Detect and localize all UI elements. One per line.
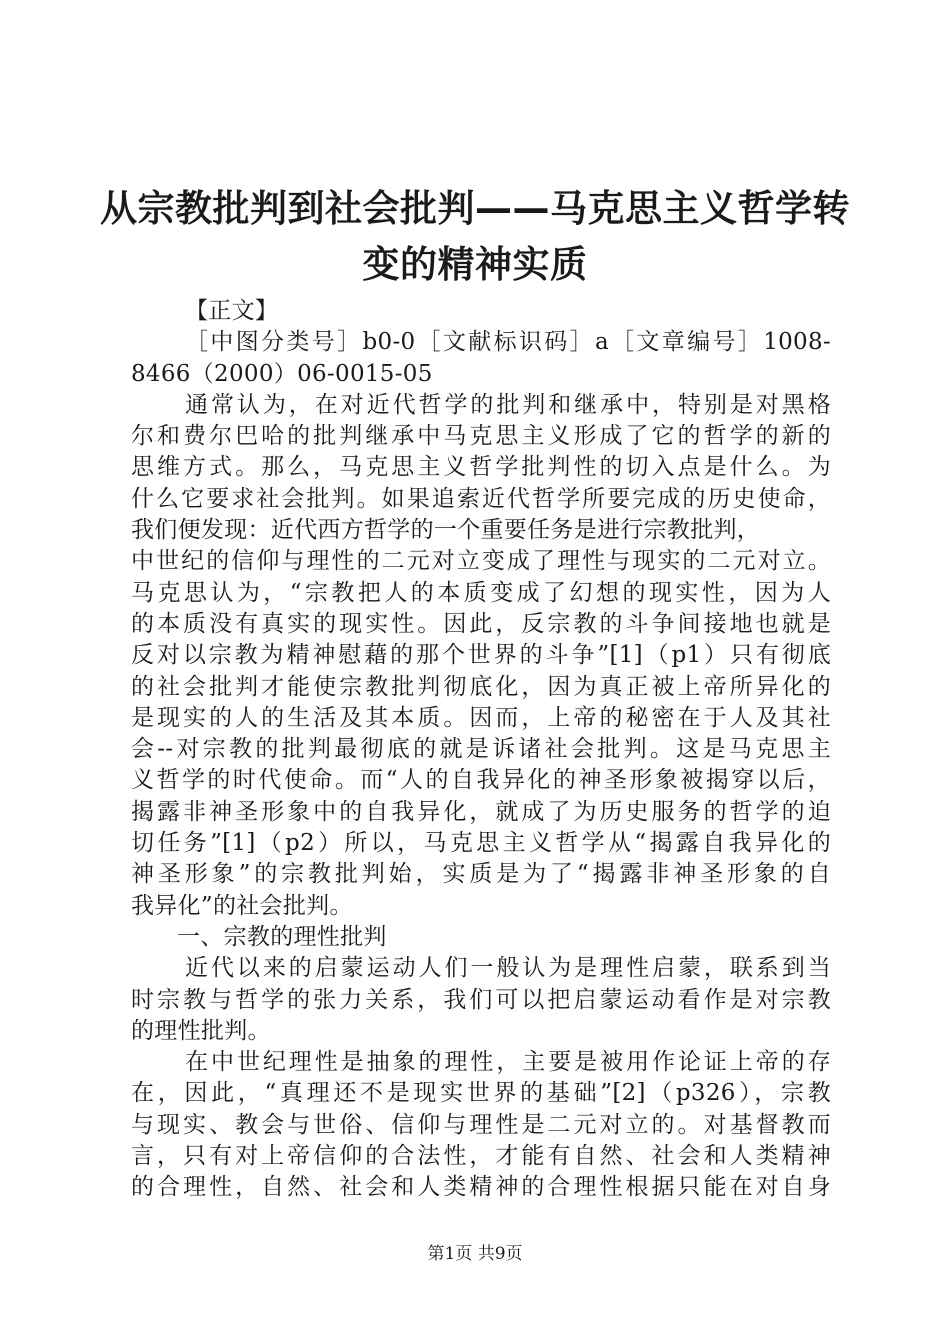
paragraph-line: 的理性批判。 <box>131 1017 271 1044</box>
paragraph-line: 反对以宗教为精神慰藉的那个世界的斗争”[1]（p1）只有彻底 <box>131 642 831 669</box>
paragraph-line: 我们便发现：近代西方哲学的一个重要任务是进行宗教批判， <box>131 517 761 544</box>
paragraph-line: 在，因此，“真理还不是现实世界的基础”[2]（p326），宗教 <box>131 1080 831 1107</box>
document-title-line-2: 变的精神实质 <box>362 243 588 286</box>
paragraph-line: 时宗教与哲学的张力关系，我们可以把启蒙运动看作是对宗教 <box>131 986 831 1013</box>
paragraph-line: 我异化”的社会批判。 <box>131 892 353 919</box>
paragraph-line: 义哲学的时代使命。而“人的自我异化的神圣形象被揭穿以后， <box>131 767 831 794</box>
paragraph-2 <box>131 953 831 1047</box>
paragraph-line: 通常认为，在对近代哲学的批判和继承中，特别是对黑格 <box>185 391 831 418</box>
section-heading: 一、宗教的理性批判 <box>177 923 387 950</box>
paragraph-line: 与现实、教会与世俗、信仰与理性是二元对立的。对基督教而 <box>131 1111 831 1138</box>
paragraph-line: 马克思认为，“宗教把人的本质变成了幻想的现实性，因为人 <box>131 579 831 606</box>
paragraph-line: 思维方式。那么，马克思主义哲学批判性的切入点是什么。为 <box>131 454 831 481</box>
paragraph-line: 神圣形象”的宗教批判始，实质是为了“揭露非神圣形象的自 <box>131 861 831 888</box>
paragraph-line: 尔和费尔巴哈的批判继承中马克思主义形成了它的哲学的新的 <box>131 423 831 450</box>
page-footer: 第1页 共9页 <box>427 1244 523 1264</box>
paragraph-line: 的合理性，自然、社会和人类精神的合理性根据只能在对自身 <box>131 1174 831 1201</box>
paragraph-line: 在中世纪理性是抽象的理性，主要是被用作论证上帝的存 <box>185 1049 831 1076</box>
paragraph-line: 中世纪的信仰与理性的二元对立变成了理性与现实的二元对立。 <box>131 548 831 575</box>
paragraph-line: 切任务”[1]（p2）所以，马克思主义哲学从“揭露自我异化的 <box>131 830 831 857</box>
document-body <box>131 296 831 1204</box>
paragraph-3 <box>131 1047 831 1203</box>
header-tag: 【正文】 <box>185 298 279 324</box>
document-title-line-1: 从宗教批判到社会批判——马克思主义哲学转 <box>100 187 850 230</box>
classification-meta-line-2: 8466（2000）06-0015-05 <box>131 360 433 387</box>
paragraph-line: 的本质没有真实的现实性。因此，反宗教的斗争间接地也就是 <box>131 610 831 637</box>
paragraph-line: 言，只有对上帝信仰的合法性，才能有自然、社会和人类精神 <box>131 1143 831 1170</box>
paragraph-line: 是现实的人的生活及其本质。因而，上帝的秘密在于人及其社 <box>131 704 831 731</box>
paragraph-line: 近代以来的启蒙运动人们一般认为是理性启蒙，联系到当 <box>185 955 831 982</box>
paragraph-line: 揭露非神圣形象中的自我异化，就成了为历史服务的哲学的迫 <box>131 798 831 825</box>
paragraph-1 <box>131 390 831 922</box>
paragraph-line: 什么它要求社会批判。如果追索近代哲学所要完成的历史使命， <box>131 485 831 512</box>
paragraph-line: 会--对宗教的批判最彻底的就是诉诸社会批判。这是马克思主 <box>131 736 831 763</box>
paragraph-line: 的社会批判才能使宗教批判彻底化，因为真正被上帝所异化的 <box>131 673 831 700</box>
classification-meta-line-1: ［中图分类号］b0-0［文献标识码］a［文章编号］1008- <box>185 329 831 356</box>
